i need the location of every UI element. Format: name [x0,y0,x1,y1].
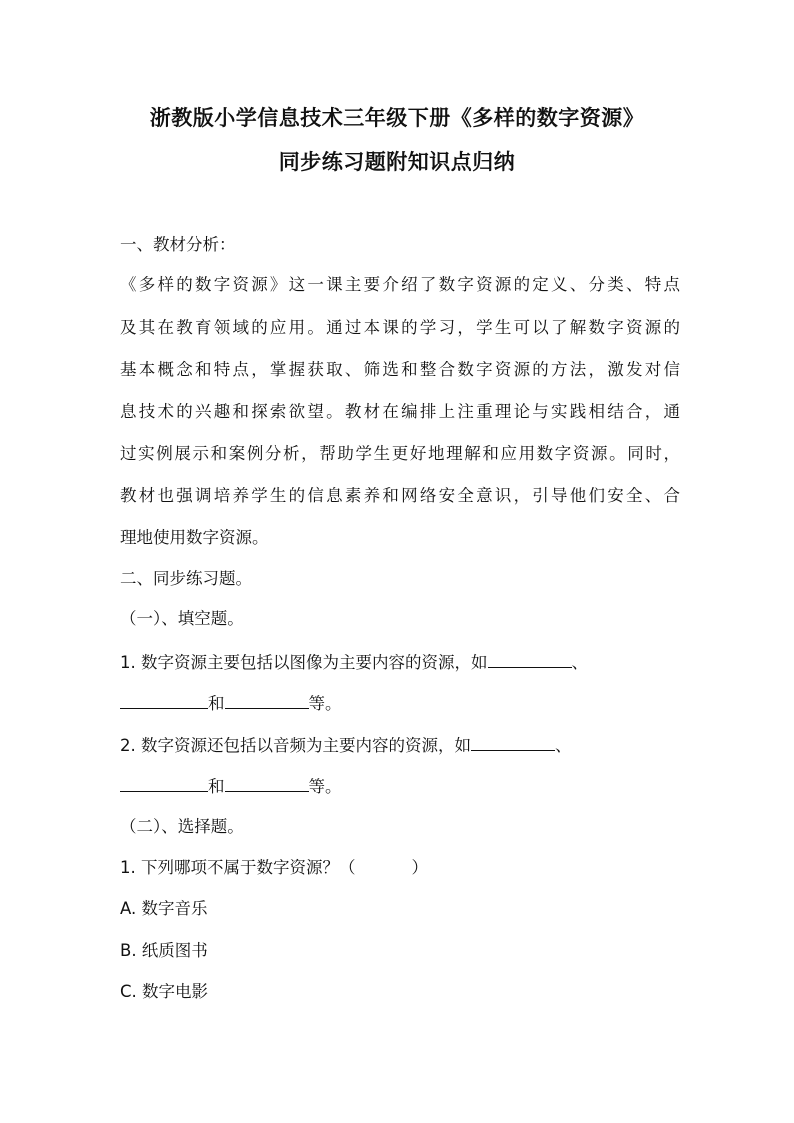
analysis-paragraph-line: 理地使用数字资源。 [120,528,269,547]
choice-question-1 [120,856,680,880]
document-title-line-2: 同步练习题附知识点归纳 [278,150,516,174]
fill-question-2 [120,732,680,758]
choice-question-1-close: ） [411,858,428,877]
choice-question-1-text: 1. 下列哪项不属于数字资源？（ [120,858,356,877]
and-word: 和 [208,777,225,796]
analysis-paragraph-line: 及其在教育领域的应用。通过本课的学习，学生可以了解数字资源的 [120,318,680,337]
choice-option-a: A. 数字音乐 [120,899,208,918]
analysis-paragraph-line: 教材也强调培养学生的信息素养和网络安全意识，引导他们安全、合 [120,486,680,505]
answer-blank[interactable] [120,773,208,792]
choice-option-b: B. 纸质图书 [120,941,208,960]
part-heading-fill-blank: （一）、填空题。 [120,609,244,628]
fill-question-2-continued [120,773,680,799]
answer-blank[interactable] [471,732,555,751]
analysis-paragraph-line: 基本概念和特点，掌握获取、筛选和整合数字资源的方法，激发对信 [120,360,680,379]
part-heading-multiple-choice: （二）、选择题。 [120,817,244,836]
choice-option-c: C. 数字电影 [120,982,209,1001]
answer-blank[interactable] [120,690,208,709]
separator: 、 [571,653,588,672]
analysis-paragraph-line: 过实例展示和案例分析，帮助学生更好地理解和应用数字资源。同时， [120,444,680,463]
analysis-paragraph-line: 息技术的兴趣和探索欲望。教材在编排上注重理论与实践相结合，通 [120,402,680,421]
fill-question-1-continued [120,690,680,716]
answer-blank[interactable] [488,649,572,668]
answer-blank[interactable] [225,773,309,792]
section-heading-exercises: 二、同步练习题。 [120,569,252,588]
and-word: 和 [208,694,225,713]
fill-question-2-text: 2. 数字资源还包括以音频为主要内容的资源，如 [120,736,471,755]
section-heading-analysis: 一、教材分析： [120,235,236,254]
fill-question-1 [120,649,680,675]
etc-word: 等。 [308,777,342,796]
document-title-line-1: 浙教版小学信息技术三年级下册《多样的数字资源》 [149,106,645,130]
analysis-paragraph-line: 《多样的数字资源》这一课主要介绍了数字资源的定义、分类、特点 [120,275,680,294]
answer-blank[interactable] [225,690,309,709]
etc-word: 等。 [308,694,342,713]
fill-question-1-text: 1. 数字资源主要包括以图像为主要内容的资源，如 [120,653,488,672]
separator: 、 [555,736,572,755]
